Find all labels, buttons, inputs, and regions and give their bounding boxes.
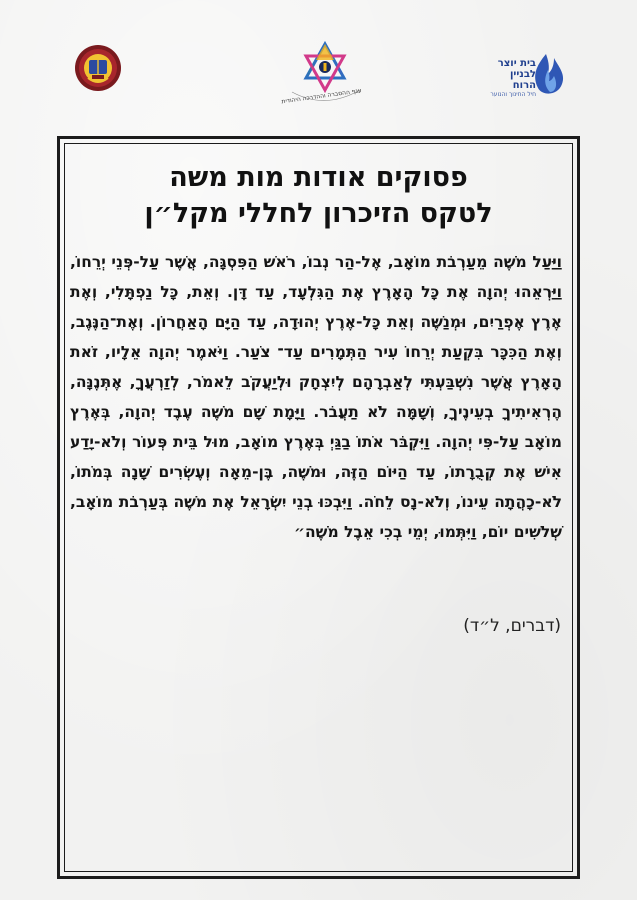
emblem-icon bbox=[74, 44, 122, 92]
right-logo-line3: חיל החינוך והנוער bbox=[490, 91, 536, 98]
right-logo-line2: לבניין הרוח bbox=[509, 69, 536, 91]
center-logo-caption: ענף ההסברה וההדרכה היהודית bbox=[281, 87, 363, 106]
right-logo-line1: בית יוצר bbox=[497, 58, 536, 69]
title-line-1: פסוקים אודות מות משה bbox=[169, 162, 468, 193]
right-logo-text bbox=[488, 58, 536, 99]
title-line-2: לטקס הזיכרון לחללי מקל״ן bbox=[144, 198, 493, 229]
verse-text: וַיַּעַל מֹשֶׁה מֵעַרְבֹת מוֹאָב, אֶל-הַר נְבוֹ, רֹאשׁ הַפִּסְגָּה, אֲשֶׁר עַל-פְּנֵי יְרֵחוֹ, וַיַּרְאֵהוּ יְהוָה אֶת כָּל הָאָרֶץ אֶת הַגִּלְעָד, עַד דָּן. וְאֵת, כָּל נַפְתָּלִי, וְאֶת אֶרֶץ אֶפְרַיִם, וּמְנַשֶּׁה וְאֵת כָּל-אֶרֶץ יְהוּדָה, עַד הַיָּם הָאַחֲרוֹן. וְאֶת־הַנֶּגֶב, וְאֶת הַכִּכָּר בִּקְעַת יְרֵחוֹ עִיר הַתְּמָרִים עַד־ צֹעַר. וַיֹּאמֶר יְהוָה אֵלָיו, זֹאת הָאָרֶץ אֲשֶׁר נִשְׁבַּעְתִּי לְאַבְרָהָם לְיִצְחָק וּלְיַעֲקֹב לֵאמֹר, לְזַרְעֲךָ, אֶתְּנֶנָּה, הֶרְאִיתִיךָ בְעֵינֶיךָ, וְשָׁמָּה לֹא תַעֲבֹר. וַיָּמָת שָׁם מֹשֶׁה עֶבֶד יְהוָה, בְּאֶרֶץ מוֹאָב עַל-פִּי יְהוָה. וַיִּקְבֹּר אֹתוֹ בַגַּיְ בְּאֶרֶץ מוֹאָב, מוּל בֵּית פְּעוֹר וְלֹא-יָדַע אִישׁ אֶת קְבֻרָתוֹ, עַד הַיּוֹם הַזֶּה, וּמֹשֶׁה, בֶּן-מֵאָה וְעֶשְׂרִים שָׁנָה בְּמֹתוֹ, לֹא-כָהֲתָה עֵינוֹ, וְלֹא-נָס לֵחֹה. וַיִּבְכּוּ בְנֵי יִשְׂרָאֵל אֶת מֹשֶׁה בְּעַרְבֹת מוֹאָב, שְׁלֹשִׁים יוֹם, וַיִּתְּמוּ, יְמֵי בְכִי אֵבֶל מֹשֶׁה״ bbox=[70, 253, 562, 541]
page-title bbox=[70, 160, 567, 232]
source-citation: (דברים, ל״ד) bbox=[463, 616, 561, 636]
